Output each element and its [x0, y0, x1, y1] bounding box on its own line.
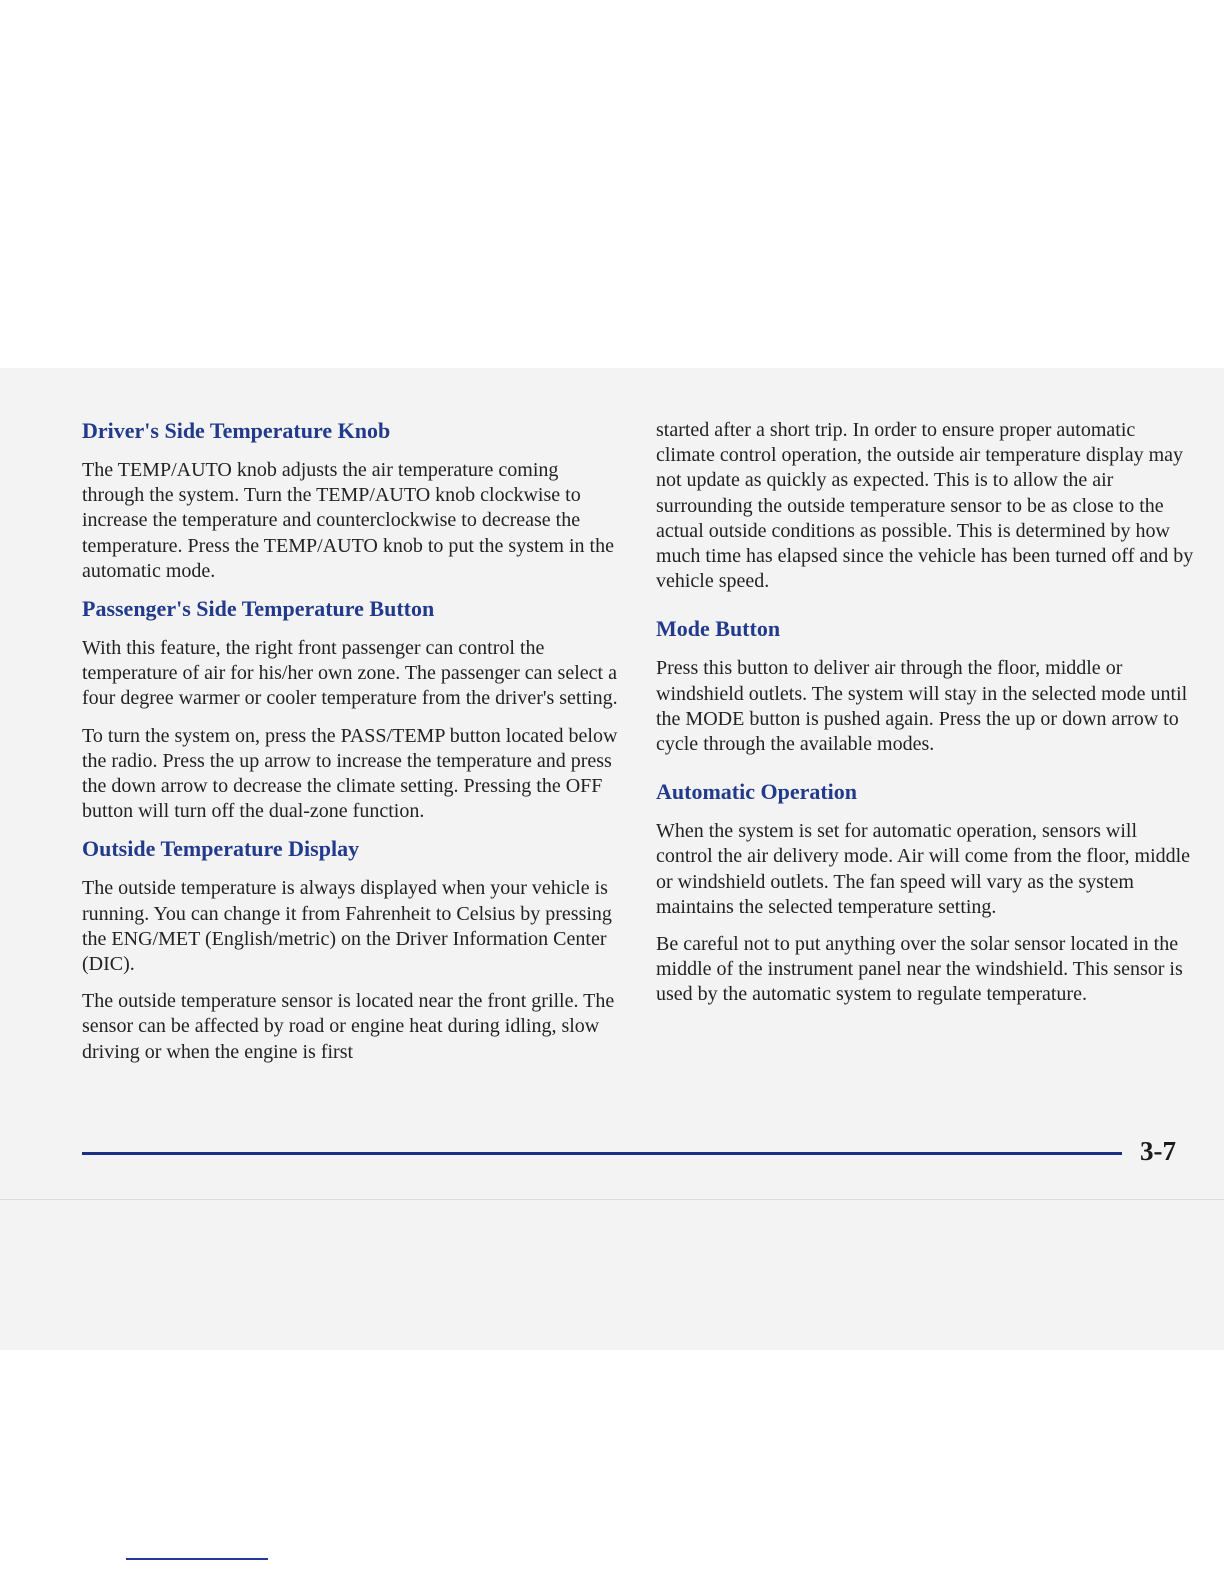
page-number: 3-7	[1140, 1136, 1176, 1166]
paragraph-mode-button: Press this button to deliver air through the floor, middle or windshield outlets. The system will stay in the selected mode until the MODE button is pushed again. Press the up or down arrow to cycle through the available modes.	[656, 657, 1188, 756]
section-heading-drivers-knob: Driver's Side Temperature Knob	[82, 418, 391, 443]
paragraph-outside-display-2: The outside temperature sensor is located near the front grille. The sensor can be affected by road or engine heat during idling, slow driving or when the engine is first	[82, 990, 615, 1063]
section-heading-mode-button: Mode Button	[656, 616, 781, 642]
paragraph-continued: started after a short trip. In order to ensure proper automatic climate control operation, the outside air temperature display may not update as quickly as expected. This is to allow the air surrounding the outside temperature sensor to be as close to the actual outside conditions as possible. This is determined by how much time has elapsed since the vehicle has been turned off and by vehicle speed.	[656, 419, 1194, 593]
paragraph-automatic-operation-1: When the system is set for automatic operation, sensors will control the air delivery mode. Air will come from the floor, middle or windshield outlets. The fan speed will vary as the system maintains the selected temperature setting.	[656, 820, 1191, 918]
left-column	[82, 418, 622, 1077]
page-edge-divider	[0, 1199, 1224, 1200]
paragraph-automatic-operation-2: Be careful not to put anything over the solar sensor located in the middle of the instrument panel near the windshield. This sensor is used by the automatic system to regulate temperature.	[656, 933, 1183, 1006]
paragraph-drivers-knob: The TEMP/AUTO knob adjusts the air temperature coming through the system. Turn the TEMP/AUTO knob clockwise to increase the temperature and counterclockwise to decrease the temperature. Press the TEMP/AUTO knob to put the system in the automatic mode.	[82, 459, 614, 582]
footer-rule	[82, 1152, 1122, 1155]
paragraph-outside-display-1: The outside temperature is always displayed when your vehicle is running. You can change it from Fahrenheit to Celsius by pressing the ENG/MET (English/metric) on the Driver Information Center (DIC).	[82, 877, 612, 976]
paragraph-passengers-button-2: To turn the system on, press the PASS/TEMP button located below the radio. Press the up arrow to increase the temperature and press the down arrow to decrease the climate setting. Pressing the OFF button will turn off the dual-zone function.	[82, 724, 618, 823]
right-column	[656, 418, 1196, 1020]
section-heading-outside-display: Outside Temperature Display	[82, 836, 360, 862]
bottom-mark-divider	[126, 1558, 268, 1560]
section-heading-passengers-button: Passenger's Side Temperature Button	[82, 596, 435, 622]
section-heading-automatic-operation: Automatic Operation	[656, 779, 858, 805]
paragraph-passengers-button-1: With this feature, the right front passenger can control the temperature of air for his/her own zone. The passenger can select a four degree warmer or cooler temperature from the driver's setting.	[82, 637, 618, 710]
